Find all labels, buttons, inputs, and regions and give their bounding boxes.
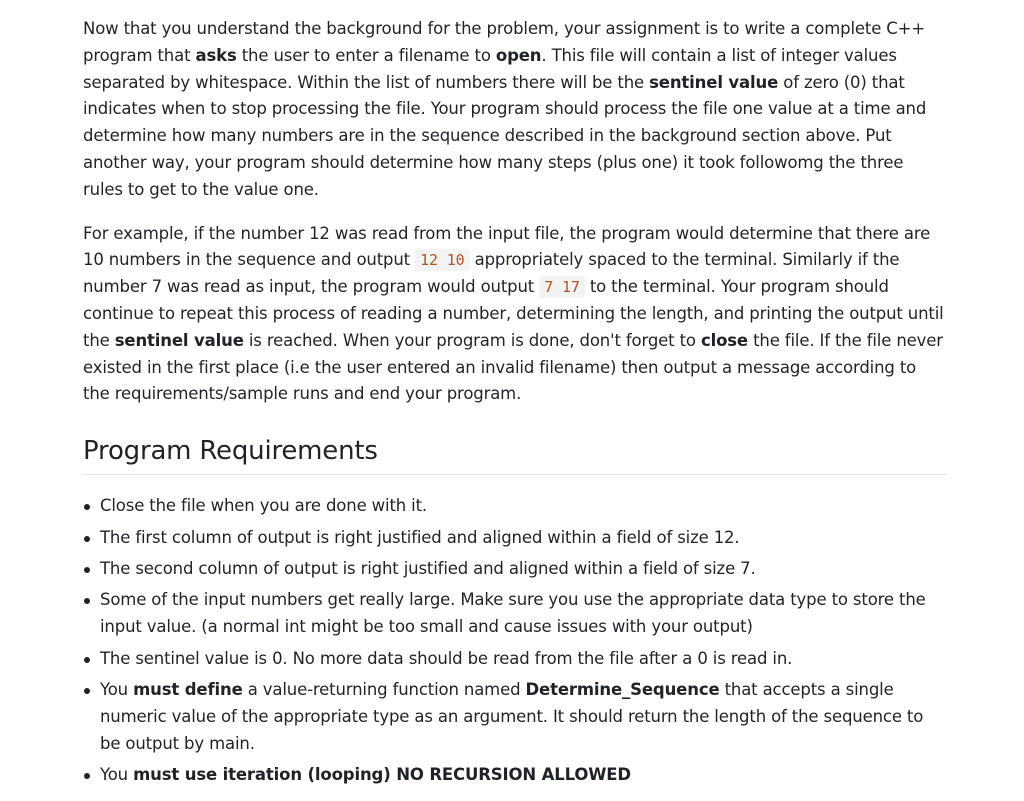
text-run: . This file will contain a list of integer values separated by whitespace. Within the list of numbers there will be the <box>83 45 897 92</box>
text-run: Now that you understand the background for the problem, your assignment is to write a complete C++ program that <box>83 19 926 65</box>
emphasis-must-define: must define <box>133 679 243 699</box>
requirement-item <box>83 677 947 757</box>
requirement-item: Close the file when you are done with it. <box>83 493 947 520</box>
text-run: of zero (0) that indicates when to stop processing the file. Your program should process the file one value at a time and determine how many numbers are in the sequence described in the background section above. Put another way, your program should determine how many steps (plus one) it took followomg the three rules to get to the value one. <box>83 72 927 199</box>
requirement-item: Some of the input numbers get really large. Make sure you use the appropriate data type to store the input value. (a normal int might be too small and cause issues with your output) <box>83 587 947 641</box>
text-run: that accepts a single numeric value of the appropriate type as an argument. It should return the length of the sequence to be output by main. <box>100 679 924 753</box>
code-example-12-10: 12 10 <box>415 249 469 271</box>
emphasis-sentinel-value: sentinel value <box>114 330 244 350</box>
emphasis-open: open <box>495 45 542 65</box>
requirements-list <box>83 493 947 789</box>
text-run: You <box>100 679 134 699</box>
text-run: For example, if the number 12 was read from the input file, the program would determine that there are 10 numbers in the sequence and output <box>83 223 931 270</box>
example-paragraph <box>83 221 947 409</box>
requirement-item: The sentinel value is 0. No more data should be read from the file after a 0 is read in. <box>83 646 947 673</box>
requirement-item: The second column of output is right justified and aligned within a field of size 7. <box>83 556 947 583</box>
text-run: the user to enter a filename to <box>236 45 496 65</box>
text-run: the file. If the file never existed in the first place (i.e the user entered an invalid filename) then output a message according to the requirements/sample runs and end your program. <box>83 330 943 404</box>
text-run: appropriately spaced to the terminal. Similarly if the number 7 was read as input, the program would output <box>83 250 900 297</box>
code-example-7-17: 7 17 <box>539 276 585 298</box>
instructions-paragraph <box>83 16 947 204</box>
requirement-item <box>83 762 947 789</box>
section-heading-program-requirements: Program Requirements <box>83 436 947 475</box>
emphasis-sentinel-value: sentinel value <box>649 72 779 92</box>
emphasis-no-recursion: must use iteration (looping) NO RECURSION ALLOWED <box>133 764 631 784</box>
text-run: a value-returning function named <box>242 679 526 699</box>
assignment-content <box>83 16 947 793</box>
emphasis-asks: asks <box>195 45 237 65</box>
text-run: You <box>100 764 134 784</box>
requirement-item: The first column of output is right justified and aligned within a field of size 12. <box>83 525 947 552</box>
text-run: is reached. When your program is done, don't forget to <box>243 330 701 350</box>
emphasis-function-name: Determine_Sequence <box>525 679 720 699</box>
emphasis-close: close <box>700 330 748 350</box>
text-run: to the terminal. Your program should continue to repeat this process of reading a number, determining the length, and printing the output until the <box>83 277 944 350</box>
